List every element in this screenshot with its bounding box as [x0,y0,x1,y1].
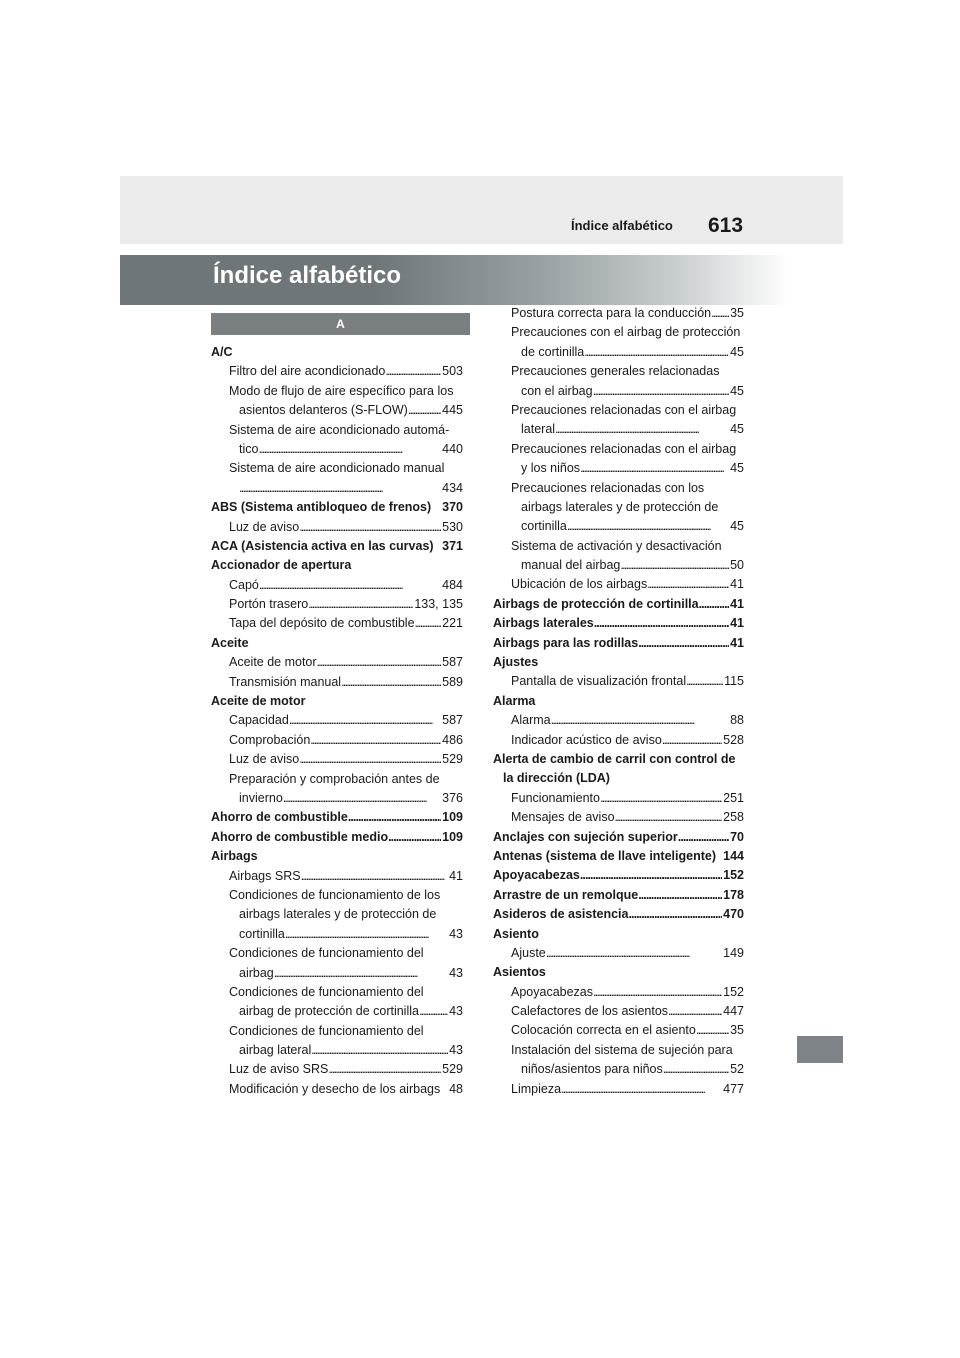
index-entry-text: Condiciones de funcionamiento de los [229,887,441,902]
index-entry-text: Modificación y desecho de los airbags [229,1081,441,1096]
index-entry-text: tico [239,441,259,456]
index-entry-text: ABS (Sistema antibloqueo de frenos) [211,500,432,515]
index-entry [493,1041,744,1060]
index-entry-page: 434 [442,480,463,495]
index-entry-text: Aceite de motor [229,655,317,670]
index-entry [211,1002,463,1021]
index-column-left [211,343,463,1099]
index-entry-text: la dirección (LDA) [503,771,610,786]
index-entry-text: Colocación correcta en el asiento [511,1023,696,1038]
index-entry [493,750,744,769]
index-entry-text: airbag de protección de cortinilla [239,1004,419,1019]
dot-leader [600,789,722,808]
index-entry-text: airbag [239,965,274,980]
index-entry-text: Aceite [211,635,249,650]
index-entry [211,1022,463,1041]
index-entry [493,343,744,362]
index-entry [493,653,744,672]
index-entry [493,866,744,885]
index-entry [211,421,463,440]
dot-leader [638,634,729,653]
index-entry [211,789,463,808]
index-entry [493,304,744,323]
index-entry-page: 35 [730,1023,744,1038]
index-entry-text: Postura correcta para la conducción [511,306,712,320]
index-entry-text: Comprobación [229,732,311,747]
index-entry-page: 470 [723,907,744,922]
index-entry-page: 152 [723,984,744,999]
header-section-label: Índice alfabético [571,218,673,233]
index-entry-page: 43 [449,926,463,941]
index-entry [493,323,744,342]
index-entry-text: niños/asientos para niños [521,1062,663,1077]
index-entry-text: de cortinilla [521,344,585,359]
index-entry [211,440,463,459]
index-entry-page: 35 [730,306,744,320]
index-entry-text: y los niños [521,461,581,476]
index-entry [211,537,463,556]
index-entry-text: Precauciones con el airbag de protección [511,325,741,340]
index-entry-text: Ajuste [511,945,546,960]
index-entry-page: 530 [442,519,463,534]
index-entry [211,964,463,983]
index-entry-text: Capó [229,577,259,592]
index-entry [211,692,463,711]
index-entry [493,944,744,963]
index-entry-text: Airbags laterales [493,616,594,631]
index-entry-text: airbags laterales y de protección de [239,907,437,922]
index-entry-text: ACA (Asistencia activa en las curvas) [211,538,434,553]
dot-leader [620,556,729,575]
index-entry-page: 447 [723,1004,744,1019]
index-entry [493,595,744,614]
index-entry-text: Filtro del aire acondicionado [229,364,386,379]
index-entry-page: 43 [449,1004,463,1019]
index-entry-page: 152 [723,868,744,883]
dot-leader [283,789,441,808]
dot-leader [274,964,448,983]
index-entry-page: 258 [723,810,744,825]
index-entry-page: 529 [442,1062,463,1077]
index-entry [493,498,744,517]
dot-leader [311,1041,448,1060]
dot-leader [258,440,441,459]
index-entry [211,750,463,769]
index-entry-text: Condiciones de funcionamiento del [229,984,424,999]
index-entry-text: Preparación y comprobación antes de [229,771,440,786]
index-entry [493,828,744,847]
index-entry-text: Luz de aviso [229,752,300,767]
index-entry-text: con el airbag [521,383,593,398]
index-entry [493,731,744,750]
index-entry [493,1002,744,1021]
index-entry [493,420,744,439]
index-entry-text: Sistema de activación y desactivación [511,538,722,553]
index-entry [493,614,744,633]
index-entry [493,711,744,730]
index-entry [493,847,744,866]
dot-leader [341,673,441,692]
index-entry [211,1041,463,1060]
index-entry-text: Apoyacabezas [493,868,580,883]
dot-leader [638,886,722,905]
index-entry-text: Precauciones relacionadas con el airbag [511,402,737,417]
dot-leader [299,518,441,537]
index-entry [211,362,463,381]
index-entry [211,614,463,633]
index-entry-page: 178 [723,887,744,902]
index-entry-text: Apoyacabezas [511,984,594,999]
index-entry [493,556,744,575]
index-entry [211,867,463,886]
index-entry-text: Precauciones relacionadas con el airbag [511,441,737,456]
dot-leader [678,828,729,847]
index-entry [493,925,744,944]
index-entry-text: cortinilla [239,926,285,941]
dot-leader [328,1060,441,1079]
index-entry [211,886,463,905]
dot-leader [711,304,729,323]
index-entry-page: 48 [449,1081,463,1096]
dot-leader [310,731,441,750]
index-entry-page: 589 [442,674,463,689]
index-entry [493,517,744,536]
dot-leader [388,828,441,847]
dot-leader [686,672,723,691]
index-entry [211,401,463,420]
index-entry-text: Airbags de protección de cortinilla [493,596,699,611]
dot-leader [580,866,722,885]
dot-leader [301,867,449,886]
index-entry [493,382,744,401]
index-entry-page: 144 [723,848,744,863]
dot-leader [663,1060,729,1079]
index-entry-page: 45 [730,422,744,437]
index-entry-page: 41 [730,596,744,611]
index-entry-text: Arrastre de un remolque [493,887,639,902]
index-column-right [493,304,744,1099]
index-entry [211,711,463,730]
index-entry [211,653,463,672]
index-entry [493,983,744,1002]
index-entry [211,905,463,924]
index-entry [211,925,463,944]
index-entry [211,808,463,827]
index-entry-text: Ubicación de los airbags [511,577,648,592]
index-entry-text: Airbags [211,849,258,864]
index-entry-text: cortinilla [521,519,567,534]
dot-leader [696,1021,729,1040]
index-entry-text: Mensajes de aviso [511,810,615,825]
index-entry-text: airbags laterales y de protección de [521,499,719,514]
index-entry-text: Instalación del sistema de sujeción para [511,1042,733,1057]
index-entry [493,459,744,478]
index-entry-text: Alerta de cambio de carril con control de [493,751,736,766]
index-entry-text: Transmisión manual [229,674,342,689]
index-entry [493,537,744,556]
dot-leader [555,420,729,439]
dot-leader [551,711,730,730]
index-entry [493,401,744,420]
index-entry-page: 43 [449,965,463,980]
index-entry-page: 221 [442,616,463,631]
index-entry-text: Ahorro de combustible medio [211,829,389,844]
index-entry-page: 251 [723,790,744,805]
index-entry-text: airbag lateral [239,1043,312,1058]
index-entry [493,362,744,381]
index-entry [211,983,463,1002]
index-entry-text: asientos delanteros (S-FLOW) [239,403,408,418]
index-entry-text: Sistema de aire acondicionado automá- [229,422,450,437]
page-title: Índice alfabético [213,262,402,289]
index-entry-page: 41 [730,616,744,631]
index-entry-text: Condiciones de funcionamiento del [229,946,424,961]
index-entry [211,595,463,614]
index-entry [211,382,463,401]
index-entry-text: A/C [211,345,233,359]
index-entry-text: Limpieza [511,1081,562,1096]
dot-leader [594,614,729,633]
dot-leader [408,401,441,420]
index-entry [493,905,744,924]
index-entry-text: Funcionamiento [511,790,600,805]
dot-leader [419,1002,448,1021]
index-entry-page: 88 [730,713,744,728]
index-entry-page: 109 [442,829,463,844]
index-entry [211,828,463,847]
index-entry-text: Asientos [493,965,546,980]
index-entry [493,575,744,594]
index-entry [211,634,463,653]
index-entry-text: lateral [521,422,556,437]
index-entry-page: 45 [730,461,744,476]
index-entry [211,770,463,789]
index-entry [211,1080,463,1099]
index-entry [493,440,744,459]
index-entry-text: Asiento [493,926,539,941]
index-entry-text: Alarma [511,713,551,728]
dot-leader [584,343,729,362]
index-entry [211,944,463,963]
index-entry [493,808,744,827]
dot-leader [662,731,722,750]
dot-leader [615,808,723,827]
index-entry-text: Ajustes [493,655,539,670]
index-entry-text: Precauciones relacionadas con los [511,480,705,495]
index-entry [493,479,744,498]
index-entry [211,459,463,478]
index-entry-text: Tapa del depósito de combustible [229,616,415,631]
dot-leader [285,925,448,944]
index-entry-text: Antenas (sistema de llave inteligente) [493,848,716,863]
index-entry [493,1080,744,1099]
index-entry-text: Ahorro de combustible [211,810,348,825]
index-entry [211,1060,463,1079]
index-entry [211,556,463,575]
index-entry-page: 445 [442,403,463,418]
dot-leader [348,808,441,827]
index-entry-page: 371 [442,538,463,553]
index-entry-page: 41 [449,868,463,883]
index-entry-page: 50 [730,558,744,573]
index-entry [493,1060,744,1079]
index-entry-page: 528 [723,732,744,747]
index-entry-text: Luz de aviso SRS [229,1062,329,1077]
dot-leader [259,576,441,595]
index-entry [493,634,744,653]
title-bar [120,255,790,305]
index-entry-text: Sistema de aire acondicionado manual [229,461,445,476]
dot-leader [546,944,722,963]
index-entry-text: Modo de flujo de aire específico para los [229,383,454,398]
index-entry-page: 43 [449,1043,463,1058]
index-entry-text: Aceite de motor [211,694,306,709]
index-entry [211,498,463,517]
index-entry [211,343,463,362]
dot-leader [647,575,729,594]
index-entry-text: Alarma [493,693,536,708]
index-entry-text: Anclajes con sujeción superior [493,829,678,844]
index-entry [211,479,463,498]
index-entry-page: 484 [442,577,463,592]
dot-leader [317,653,442,672]
index-entry [211,518,463,537]
index-entry-text: Indicador acústico de aviso [511,732,662,747]
index-entry [211,847,463,866]
index-entry [211,576,463,595]
letter-section-header: A [211,313,470,335]
index-entry-page: 41 [730,577,744,592]
index-entry-page: 41 [730,635,744,650]
page-number: 613 [708,214,744,237]
dot-leader [668,1002,722,1021]
index-entry-text: invierno [239,790,283,805]
index-entry-text: Calefactores de los asientos [511,1004,669,1019]
index-entry-text: Airbags SRS [229,868,301,883]
index-entry-text: Pantalla de visualización frontal [511,674,687,689]
dot-leader [308,595,413,614]
index-entry-page: 440 [442,441,463,456]
index-entry-page: 45 [730,519,744,534]
index-entry-text: Precauciones generales relacionadas [511,364,720,379]
index-entry-page: 45 [730,344,744,359]
index-entry [493,672,744,691]
index-entry-page: 115 [724,674,744,689]
dot-leader [593,382,730,401]
index-entry-page: 45 [730,383,744,398]
index-entry-text: manual del airbag [521,558,621,573]
index-entry [493,789,744,808]
index-entry-page: 133, 135 [414,597,463,612]
dot-leader [239,479,441,498]
index-entry-text: Capacidad [229,713,289,728]
index-entry-page: 70 [730,829,744,844]
index-entry-page: 486 [442,732,463,747]
index-entry-page: 52 [730,1062,744,1077]
index-entry [211,731,463,750]
index-entry-page: 370 [442,500,463,515]
index-entry [211,673,463,692]
index-entry-text: Luz de aviso [229,519,300,534]
index-entry [493,886,744,905]
dot-leader [628,905,722,924]
dot-leader [289,711,441,730]
index-entry-text: Airbags para las rodillas [493,635,639,650]
index-entry-text: Condiciones de funcionamiento del [229,1023,424,1038]
index-entry-text: Asideros de asistencia [493,907,629,922]
index-entry [493,963,744,982]
dot-leader [415,614,442,633]
index-entry-text: Portón trasero [229,597,309,612]
dot-leader [299,750,441,769]
index-entry-page: 587 [442,655,463,670]
index-entry [493,769,744,788]
thumb-index-tab [797,1036,843,1063]
dot-leader [567,517,729,536]
index-entry-page: 529 [442,752,463,767]
index-entry [493,1021,744,1040]
index-entry-page: 477 [723,1081,744,1096]
dot-leader [385,362,441,381]
dot-leader [561,1080,722,1099]
index-entry-page: 109 [442,810,463,825]
dot-leader [699,595,729,614]
index-entry-page: 149 [723,945,744,960]
index-entry-text: Accionador de apertura [211,558,352,573]
dot-leader [593,983,722,1002]
index-entry-page: 503 [442,364,463,379]
index-entry-page: 376 [442,790,463,805]
dot-leader [580,459,729,478]
index-entry [493,692,744,711]
index-entry-page: 587 [442,713,463,728]
